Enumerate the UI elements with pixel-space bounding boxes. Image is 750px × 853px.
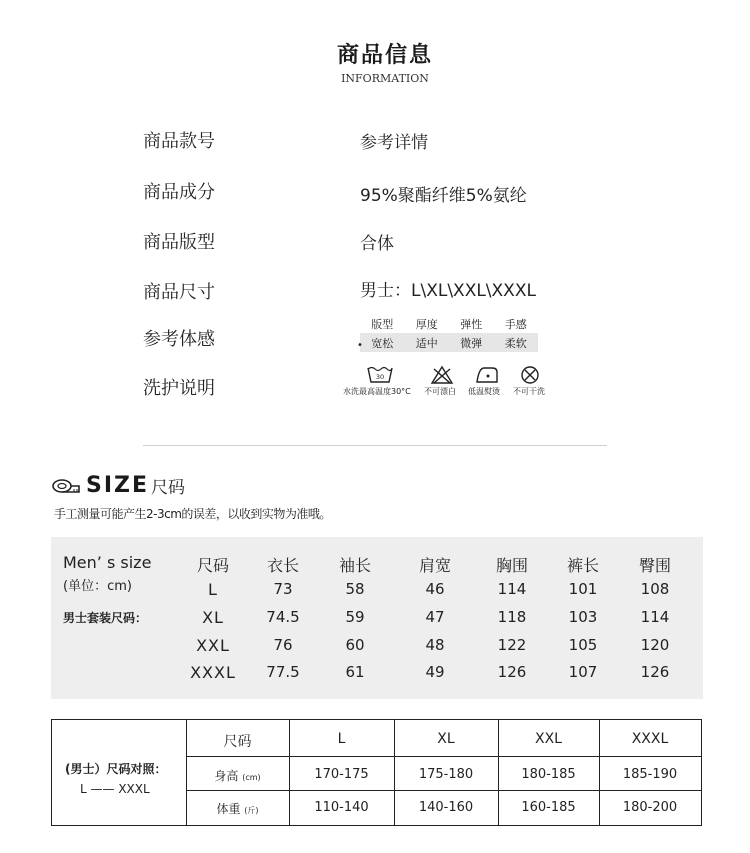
info-label-feel: 参考体感: [143, 329, 215, 350]
feel-marker: •: [357, 340, 363, 351]
size-measure-cell: 46: [425, 580, 445, 598]
table-divider: [186, 756, 701, 757]
ref-size-header: XL: [437, 731, 455, 747]
care-label-no-bleach: 不可漂白: [424, 387, 456, 396]
feel-value: 微弹: [460, 336, 483, 350]
care-label-low-iron: 低温熨烫: [468, 387, 500, 396]
size-col-header: 裤长: [566, 556, 599, 575]
size-measure-cell: 61: [345, 663, 365, 681]
ref-row-label: 身高: [214, 769, 239, 783]
feel-table: [357, 314, 538, 352]
feel-value-row: [360, 333, 538, 352]
ref-weight-value: 180-200: [622, 800, 678, 815]
mens-size-title: Men’ s size: [63, 553, 152, 572]
unit-label: (单位：cm): [63, 579, 132, 594]
ref-size-header: XXXL: [631, 731, 669, 747]
size-reference-table: [51, 719, 702, 826]
info-label-care: 洗护说明: [143, 378, 215, 399]
suit-size-label: 男士套装尺码：: [63, 611, 148, 625]
feel-value: 宽松: [371, 336, 394, 350]
feel-header: 手感: [504, 317, 527, 331]
wash-30-icon: [366, 364, 394, 386]
feel-header-row: [360, 314, 538, 333]
page-subtitle: INFORMATION: [341, 72, 429, 85]
feel-header: 弹性: [460, 317, 483, 331]
size-measure-cell: 108: [640, 580, 670, 598]
size-title: SIZE: [86, 473, 150, 498]
ref-size-header: L: [337, 731, 346, 747]
feel-header: 版型: [371, 317, 394, 331]
info-label-size: 商品尺寸: [143, 282, 215, 303]
size-measure-cell: 60: [345, 636, 365, 654]
size-measure-cell: 47: [425, 608, 445, 626]
ref-row-label-height: [186, 767, 289, 784]
size-col-header: 肩宽: [418, 556, 451, 575]
size-measure-cell: 126: [497, 663, 527, 681]
ref-height-value: 175-180: [418, 767, 474, 782]
ref-height-value: 180-185: [521, 767, 576, 782]
size-measure-cell: 101: [568, 580, 598, 598]
ref-side-range: L —— XXXL: [80, 782, 150, 796]
size-measure-cell: 118: [497, 608, 527, 626]
size-col-header: 胸围: [495, 556, 528, 575]
ref-height-value: 170-175: [314, 767, 369, 782]
info-value-material: 95%聚酯纤维5%氨纶: [360, 186, 527, 206]
size-row-label: XL: [202, 608, 224, 627]
size-row-label: XXL: [196, 636, 230, 655]
no-dry-clean-icon: [519, 364, 541, 386]
section-divider: [143, 445, 607, 446]
info-label-style-no: 商品款号: [143, 131, 215, 152]
size-measure-cell: 58: [345, 580, 365, 598]
size-measure-cell: 77.5: [266, 663, 300, 681]
ref-weight-value: 160-185: [521, 800, 576, 815]
size-measure-cell: 120: [640, 636, 670, 654]
table-divider: [186, 790, 701, 791]
size-row-label: XXXL: [190, 663, 236, 682]
size-measure-cell: 76: [273, 636, 293, 654]
feel-header: 厚度: [415, 317, 438, 331]
ref-row-label-weight: [186, 800, 289, 817]
size-measure-cell: 48: [425, 636, 445, 654]
ref-header-label: 尺码: [223, 734, 252, 750]
ref-side-title: (男士）尺码对照：: [65, 762, 167, 776]
care-label-wash: 水洗最高温度30°C: [343, 387, 411, 396]
info-value-size: 男士：L\XL\XXL\XXXL: [360, 281, 536, 301]
ref-weight-value: 140-160: [418, 800, 474, 815]
feel-value: 柔软: [504, 336, 527, 350]
size-row-label: L: [208, 580, 218, 599]
ref-row-unit: (cm): [242, 773, 261, 782]
size-measure-cell: 107: [568, 663, 598, 681]
size-col-header: 尺码: [196, 556, 229, 575]
ref-size-header: XXL: [535, 731, 562, 747]
measuring-tape-icon: [52, 477, 80, 495]
info-label-fit: 商品版型: [143, 232, 215, 253]
size-measure-cell: 122: [497, 636, 527, 654]
low-iron-icon: [474, 364, 500, 386]
size-measure-cell: 114: [497, 580, 527, 598]
page-title: 商品信息: [336, 43, 433, 68]
no-bleach-icon: [430, 364, 454, 386]
ref-row-unit: (斤): [244, 806, 259, 815]
size-measure-cell: 73: [273, 580, 293, 598]
info-value-style-no: 参考详情: [360, 133, 428, 153]
ref-weight-value: 110-140: [314, 800, 369, 815]
size-measure-cell: 103: [568, 608, 598, 626]
size-title-cn: 尺码: [151, 478, 186, 498]
size-measure-cell: 59: [345, 608, 365, 626]
size-measure-cell: 126: [640, 663, 670, 681]
size-section-header: [52, 473, 185, 498]
size-measure-cell: 49: [425, 663, 445, 681]
size-col-header: 臀围: [638, 556, 671, 575]
size-col-header: 衣长: [266, 556, 299, 575]
care-label-no-dry-clean: 不可干洗: [513, 387, 545, 396]
info-label-material: 商品成分: [143, 182, 215, 203]
size-measure-cell: 74.5: [266, 608, 300, 626]
ref-height-value: 185-190: [622, 767, 678, 782]
info-value-fit: 合体: [360, 234, 394, 254]
size-measure-cell: 105: [568, 636, 598, 654]
size-measure-cell: 114: [640, 608, 670, 626]
size-measure-note: 手工测量可能产生2-3cm的误差，以收到实物为准哦。: [54, 507, 331, 521]
size-col-header: 袖长: [338, 556, 371, 575]
wash-temp-text: 30: [375, 373, 385, 381]
ref-row-label: 体重: [216, 802, 241, 816]
feel-value: 适中: [415, 336, 438, 350]
